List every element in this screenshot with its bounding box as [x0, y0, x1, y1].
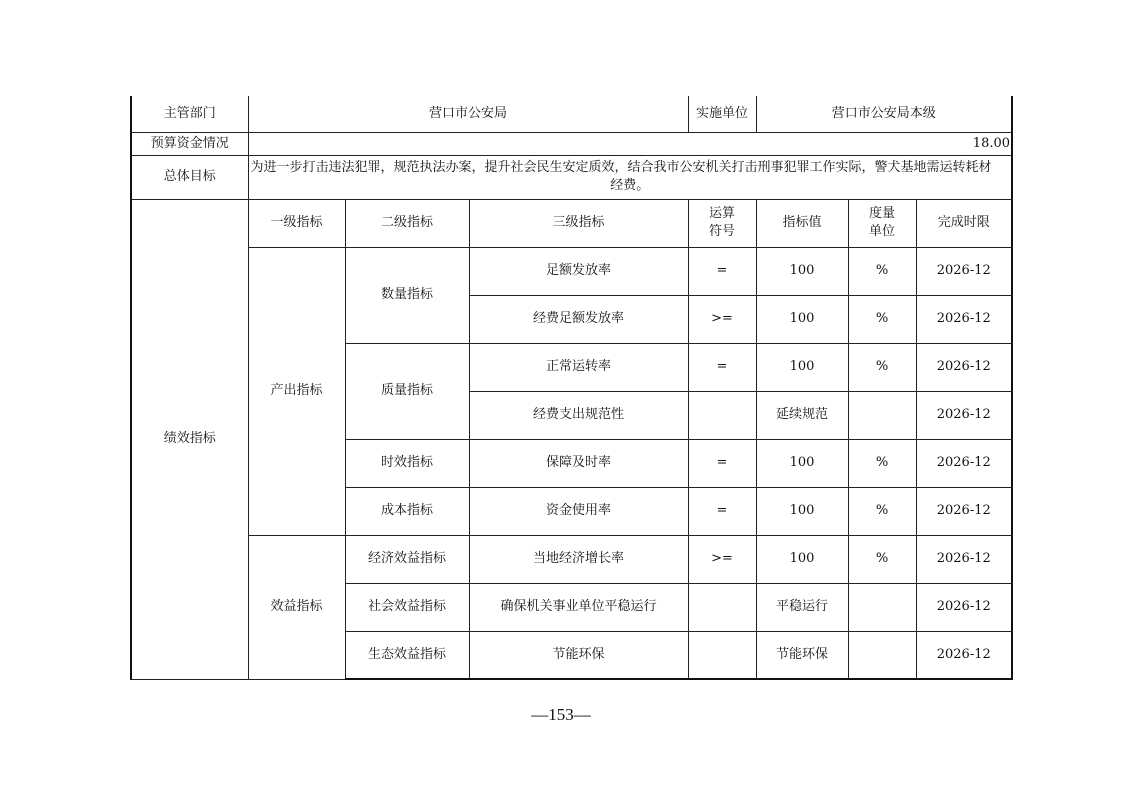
unit-cell — [848, 391, 916, 439]
value-cell: 100 — [756, 343, 848, 391]
op-cell: = — [688, 247, 756, 295]
budget-value: 18.00 — [248, 132, 1012, 155]
subgroup-ecological: 生态效益指标 — [345, 631, 469, 679]
performance-table — [130, 96, 1013, 680]
unit-cell: % — [848, 343, 916, 391]
value-cell: 100 — [756, 295, 848, 343]
table-row — [131, 535, 1012, 583]
unit-value: 营口市公安局本级 — [756, 96, 1012, 132]
deadline-cell: 2026-12 — [916, 391, 1012, 439]
col-header-op-line2: 符号 — [708, 224, 735, 239]
col-header-level1: 一级指标 — [248, 199, 345, 247]
col-header-value: 指标值 — [756, 199, 848, 247]
unit-cell: % — [848, 487, 916, 535]
value-cell: 延续规范 — [756, 391, 848, 439]
indicator-cell: 资金使用率 — [469, 487, 688, 535]
indicator-cell: 保障及时率 — [469, 439, 688, 487]
indicator-cell: 确保机关事业单位平稳运行 — [469, 583, 688, 631]
value-cell: 100 — [756, 247, 848, 295]
deadline-cell: 2026-12 — [916, 247, 1012, 295]
indicator-cell: 节能环保 — [469, 631, 688, 679]
unit-cell: % — [848, 535, 916, 583]
unit-cell — [848, 583, 916, 631]
value-cell: 100 — [756, 535, 848, 583]
col-header-op — [688, 199, 756, 247]
op-cell — [688, 631, 756, 679]
op-cell: = — [688, 439, 756, 487]
op-cell — [688, 391, 756, 439]
goal-text-line1: 为进一步打击违法犯罪，规范执法办案，提升社会民生安定质效，结合我市公安机关打击刑事犯罪工作实际，警犬基地需运转耗材 — [250, 160, 992, 175]
indicator-cell: 当地经济增长率 — [469, 535, 688, 583]
goal-text-line2: 经费。 — [610, 178, 650, 193]
group-output: 产出指标 — [248, 247, 345, 535]
budget-label: 预算资金情况 — [131, 132, 248, 155]
deadline-cell: 2026-12 — [916, 295, 1012, 343]
goal-text — [248, 155, 1012, 199]
unit-cell: % — [848, 247, 916, 295]
page-number: —153— — [531, 705, 591, 724]
indicator-cell: 正常运转率 — [469, 343, 688, 391]
indicator-cell: 经费支出规范性 — [469, 391, 688, 439]
table-row — [131, 247, 1012, 295]
subgroup-cost: 成本指标 — [345, 487, 469, 535]
col-header-level3: 三级指标 — [469, 199, 688, 247]
deadline-cell: 2026-12 — [916, 631, 1012, 679]
subgroup-quantity: 数量指标 — [345, 247, 469, 343]
subgroup-social: 社会效益指标 — [345, 583, 469, 631]
perf-label: 绩效指标 — [131, 199, 248, 679]
op-cell: = — [688, 487, 756, 535]
unit-cell: % — [848, 295, 916, 343]
goal-label: 总体目标 — [131, 155, 248, 199]
op-cell: = — [688, 343, 756, 391]
value-cell: 节能环保 — [756, 631, 848, 679]
dept-label: 主管部门 — [131, 96, 248, 132]
col-header-deadline: 完成时限 — [916, 199, 1012, 247]
deadline-cell: 2026-12 — [916, 583, 1012, 631]
value-cell: 100 — [756, 439, 848, 487]
deadline-cell: 2026-12 — [916, 439, 1012, 487]
col-header-op-line1: 运算 — [708, 206, 735, 221]
col-header-level2: 二级指标 — [345, 199, 469, 247]
deadline-cell: 2026-12 — [916, 343, 1012, 391]
subgroup-quality: 质量指标 — [345, 343, 469, 439]
value-cell: 100 — [756, 487, 848, 535]
deadline-cell: 2026-12 — [916, 535, 1012, 583]
indicator-cell: 足额发放率 — [469, 247, 688, 295]
col-header-unit-line1: 度量 — [868, 206, 895, 221]
subgroup-economic: 经济效益指标 — [345, 535, 469, 583]
op-cell: >= — [688, 295, 756, 343]
op-cell: >= — [688, 535, 756, 583]
col-header-unit-line2: 单位 — [868, 224, 895, 239]
group-benefit: 效益指标 — [248, 535, 345, 679]
deadline-cell: 2026-12 — [916, 487, 1012, 535]
indicator-cell: 经费足额发放率 — [469, 295, 688, 343]
unit-cell: % — [848, 439, 916, 487]
op-cell — [688, 583, 756, 631]
value-cell: 平稳运行 — [756, 583, 848, 631]
dept-value: 营口市公安局 — [248, 96, 688, 132]
unit-label: 实施单位 — [688, 96, 756, 132]
unit-cell — [848, 631, 916, 679]
col-header-unit — [848, 199, 916, 247]
subgroup-timeliness: 时效指标 — [345, 439, 469, 487]
